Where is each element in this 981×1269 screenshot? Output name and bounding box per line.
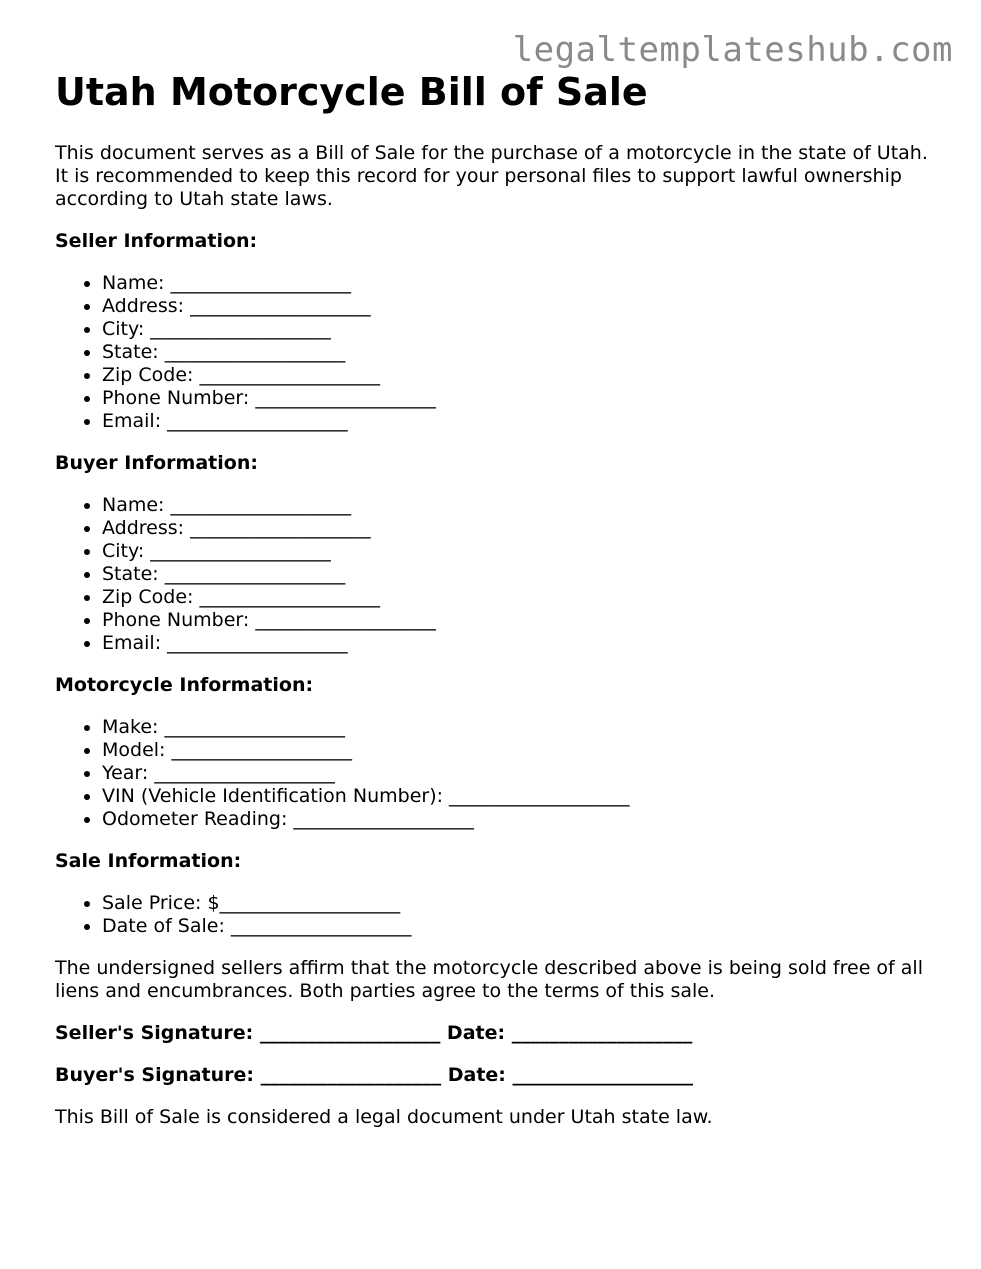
buyer-phone-field[interactable]: • Phone Number: ___________________: [102, 609, 935, 632]
motorcycle-section-heading: Motorcycle Information:: [55, 674, 314, 696]
intro-paragraph: This document serves as a Bill of Sale for the purchase of a motorcycle in the state of Utah. It is recommended to keep this record for your personal files to support lawful ownership according to Utah state laws.: [55, 142, 928, 210]
buyer-signature-line[interactable]: Buyer's Signature: ___________________ Date: ___________________: [55, 1064, 694, 1086]
buyer-zip-field[interactable]: • Zip Code: ___________________: [102, 586, 935, 609]
seller-zip-field[interactable]: • Zip Code: ___________________: [102, 364, 935, 387]
sale-section-heading: Sale Information:: [55, 850, 242, 872]
buyer-city-field[interactable]: • City: ___________________: [102, 540, 935, 563]
seller-fields-list: [55, 272, 935, 433]
buyer-email-field[interactable]: • Email: ___________________: [102, 632, 935, 655]
buyer-section-heading: Buyer Information:: [55, 452, 258, 474]
watermark: legaltemplateshub.com: [512, 30, 953, 70]
sale-date-field[interactable]: • Date of Sale: ___________________: [102, 915, 935, 938]
seller-signature-line[interactable]: Seller's Signature: ___________________ Date: ___________________: [55, 1022, 693, 1044]
motorcycle-vin-field[interactable]: • VIN (Vehicle Identification Number): ___________________: [102, 785, 935, 808]
seller-section-heading: Seller Information:: [55, 230, 258, 252]
page-title: Utah Motorcycle Bill of Sale: [55, 70, 648, 114]
seller-phone-field[interactable]: • Phone Number: ___________________: [102, 387, 935, 410]
motorcycle-fields-list: [55, 716, 935, 831]
sale-price-field[interactable]: • Sale Price: $___________________: [102, 892, 935, 915]
affirmation-paragraph: The undersigned sellers affirm that the motorcycle described above is being sold free of all liens and encumbrances. Both parties agree to the terms of this sale.: [55, 957, 923, 1002]
sale-fields-list: [55, 892, 935, 938]
buyer-fields-list: [55, 494, 935, 655]
buyer-name-field[interactable]: • Name: ___________________: [102, 494, 935, 517]
motorcycle-year-field[interactable]: • Year: ___________________: [102, 762, 935, 785]
motorcycle-model-field[interactable]: • Model: ___________________: [102, 739, 935, 762]
seller-address-field[interactable]: • Address: ___________________: [102, 295, 935, 318]
motorcycle-odometer-field[interactable]: • Odometer Reading: ___________________: [102, 808, 935, 831]
buyer-state-field[interactable]: • State: ___________________: [102, 563, 935, 586]
buyer-address-field[interactable]: • Address: ___________________: [102, 517, 935, 540]
seller-email-field[interactable]: • Email: ___________________: [102, 410, 935, 433]
seller-state-field[interactable]: • State: ___________________: [102, 341, 935, 364]
document-body: [55, 68, 935, 1129]
motorcycle-make-field[interactable]: • Make: ___________________: [102, 716, 935, 739]
closing-statement: This Bill of Sale is considered a legal document under Utah state law.: [55, 1106, 713, 1128]
seller-city-field[interactable]: • City: ___________________: [102, 318, 935, 341]
seller-name-field[interactable]: • Name: ___________________: [102, 272, 935, 295]
